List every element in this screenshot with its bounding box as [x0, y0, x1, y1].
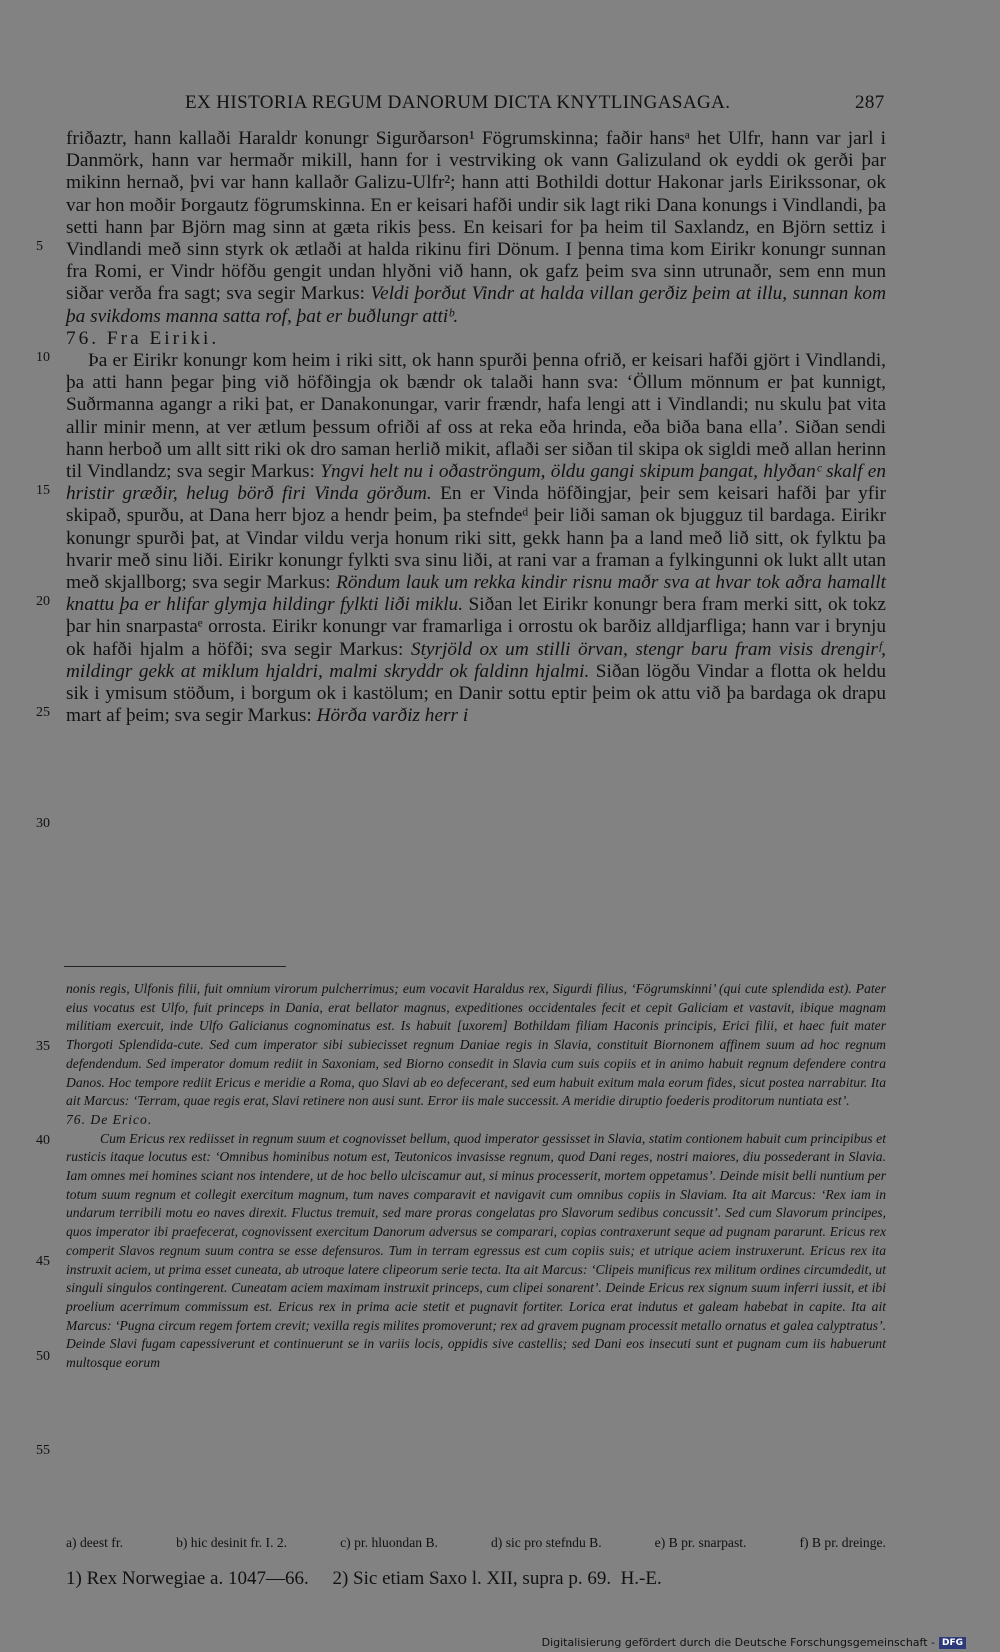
latin-paragraph: nonis regis, Ulfonis filii, fuit omnium virorum pulcherrimus; eum vocavit Haraldus rex, Sigurdi filius, ‘Fögrumskinni’ (qui cute splendida est). Pater eius vocatus est Ulfo, fuit princeps in Dania, erat bellator magnus, expeditiones occidentales fecit et cepit Galiciam et vastavit, ibique magnam militiam exercuit, inde Ulfo Galicianus cognominatus est. Is habuit [uxorem] Bothildam filiam Haconis principis, Erici filii, et haec fuit mater Thorgoti Splendida-cute. Sed cum imperator sibi subiecisset regnum Daniae regis in Slavia, constituit Biornonem affinem suum ad hoc regnum defendendum. Sed imperator domum rediit in Saxoniam, sed Biorno consedit in Slavia cum suis copiis et in animo habuit regnum defendere contra Danos. Hoc tempore rediit Ericus e meridie a Roma, quo Slavi ab eo defecerant, sed eum habuit exitum mala eorum fides, sicut postea narrabitur. Ita ait Marcus: ‘Terram, quae regis erat, Slavi retinere non ausi sunt. Error iis male successit. A meridie diruptio foederis proditorum nuntiata est’.: [66, 981, 886, 1109]
critical-apparatus: [66, 1535, 886, 1551]
line-number: 15: [36, 483, 50, 498]
apparatus-note: e) B pr. snarpast.: [654, 1535, 747, 1550]
line-number: 45: [36, 1254, 50, 1269]
dfg-logo: DFG: [939, 1637, 966, 1649]
footnote-divider: [64, 966, 286, 967]
verse: Veldi þorðut Vindr at halda villan gerðiz þeim at illu, sunnan kom þa svikdoms manna satta rof, þat er buðlungr attiᵇ.: [66, 283, 887, 327]
main-text: [66, 128, 886, 727]
line-number: 10: [36, 350, 50, 365]
latin-paragraph: Cum Ericus rex rediisset in regnum suum et cognovisset bellum, quod imperator gessisset in Slavia, statim contionem habuit cum principibus et rusticis itaque locutus est: ‘Omnibus hominibus notum est, Teutonicos invasisse regnum, quod Dani reges, nostri maiores, diu possederant in Slavia. Iam omnes mei homines sciant nos intendere, ut de hoc bello ulciscamur aut, si minus processerit, mortem oppetamus’. Deinde misit belli nuntium per totum suum regnum et collegit exercitum magnum, tum naves comparavit et navigavit cum omnibus copiis in Slaviam. Ita ait Marcus: ‘Rex iam in undarum terribili motu eo naves direxit. Fluctus tremuit, sed mare proras congelatas pro Slavorum sedibus concussit’. Sed cum Slavorum principes, quos imperator ibi praefecerat, cognovissent exercitum Danorum adversus se comparari, copias contraxerunt seque ad pugnam pararunt. Ericus rex comperit Slavos regnum suum contra se esse defensuros. Tum in terram egressus est cum copiis suis; et utrique aciem instruxerunt. Ericus rex ita instruxit aciem, ut prima esset cuneata, ab utroque latere clipeorum serie tecta. Ita ait Marcus: ‘Clipeis munificus rex militum ordines circumdedit, ut singuli singulos contingerent. Cuneatam aciem maximam instruxit princeps, cum clipei sonarent’. Deinde Ericus rex signum suum inferri iussit, et ibi proelium acerrimum commissum est. Ericus rex in prima acie stetit et pugnavit fortiter. Lorica erat indutus et galeam habebat in capite. Ita ait Marcus: ‘Pugna circum regem fortem crevit; vexilla regis milites promoverunt; rex ad gravem pugnam processit metallo ornatus et galea calyptratus’. Deinde Slavi fugam capessiverunt et continuerunt se in variis locis, oppidis sive castellis; sed Dani eos insecuti sunt et pugnam cum iis habuerunt multosque eorum: [66, 1130, 886, 1371]
running-header: [185, 92, 885, 114]
apparatus-note: a) deest fr.: [66, 1535, 123, 1550]
paragraph: friðaztr, hann kallaði Haraldr konungr Sigurðarson¹ Fögrumskinna; faðir hansᵃ het Ulfr, hann var jarl i Danmörk, hann var hermaðr mikill, hann for i vestrviking ok vann Galizuland ok eyddi ok gerði þar mikinn hernað, þvi var hann kallaðr Galizu-Ulfr²; hann atti Bothildi dottur Hakonar jarls Eirikssonar, ok var hon moðir Þorgautz fögrumskinna. En er keisari hafði undir sik lagt riki Dana konungs i Vindlandi, þa setti hann þar Björn mag sinn at gæta rikis þess. En keisari for þa heim til Saxlandz, en Björn settiz i Vindlandi með sinn styrk ok ætlaði at halda rikinu firi Dönum. I þenna tima kom Eirikr konungr sunnan fra Romi, er Vindr höfðu gengit undan hlyðni við hann, ok gafz þeim sva sinn utrunaðr, sem enn mun siðar verða fra sagt; sva segir Markus: Veldi þorðut Vindr at halda villan gerðiz þeim at illu, sunnan kom þa svikdoms manna satta rof, þat er buðlungr attiᵇ.: [66, 128, 887, 327]
page-number: 287: [855, 92, 885, 113]
verse: Yngvi helt nu i oðaströngum, öldu gangi skipum þangat, hlyðanᶜ skalf en hristir græðir, helug börð firi Vinda görðum.: [66, 461, 886, 505]
running-title: EX HISTORIA REGUM DANORUM DICTA KNYTLINGASAGA.: [185, 92, 731, 113]
line-number: 30: [36, 816, 50, 831]
apparatus-note: b) hic desinit fr. I. 2.: [176, 1535, 288, 1550]
line-number: 5: [36, 239, 43, 254]
line-number: 40: [36, 1133, 50, 1148]
apparatus-note: f) B pr. dreinge.: [799, 1535, 886, 1550]
apparatus-note: d) sic pro stefndu B.: [490, 1535, 602, 1550]
line-number: 55: [36, 1443, 50, 1458]
footnote-references: 1) Rex Norwegiae a. 1047—66. 2) Sic etiam Saxo l. XII, supra p. 69. H.-E.: [66, 1568, 662, 1589]
paragraph: Þa er Eirikr konungr kom heim i riki sitt, ok hann spurði þenna ofrið, er keisari hafði gjört i Vindlandi, þa atti hann þegar þing við höfðingja ok bændr ok talaði hann sva: ‘Öllum mönnum er þat kunnigt, Suðrmanna agangr a riki þat, er Danakonungar, varir frændr, hafa lengi att i Vindlandi; nu skulu þat vita allir minir menn, at ver ætlum þessum ofriði af oss at reka eða hrinda, eða biða bana ella’. Siðan sendi hann herboð um allt sitt riki ok dro saman herlið mikit, aflaði ser siðan til skipa ok sigldi með allan herinn til Vindlandz; sva segir Markus: Yngvi helt nu i oðaströngum, öldu gangi skipum þangat, hlyðanᶜ skalf en hristir græðir, helug börð firi Vinda görðum. En er Vinda höfðingjar, þeir sem keisari hafði þar yfir skipað, spurðu, at Dana herr bjoz a hendr þeim, þa stefndeᵈ þeir liði saman ok bjugguz til bardaga. Eirikr konungr spurði þat, at Vindar vildu verja honum riki sitt, gekk hann þa a land með lið sitt, ok fylktu þa hvarir með sinu liði. Eirikr konungr fylkti sva sinu liði, at rani var a framan a fylkingunni ok lukt allt utan með skjallborg; sva segir Markus: Röndum lauk um rekka kindir risnu maðr sva at hvar tok aðra hamallt knattu þa er hlifar glymja hildingr fylkti liði miklu. Siðan let Eirikr konungr bera fram merki sitt, ok tokz þar hin snarpastaᵉ orrosta. Eirikr konungr var framarliga i orrostu ok barðiz alldjarfliga; hann var i brynju ok hafði hjalm a höfði; sva segir Markus: Styrjöld ox um stilli örvan, stengr baru fram visis drengirᶠ, mildingr gekk at miklum hjaldri, malmi skryddr ok faldinn hjalmi. Siðan lögðu Vindar a flotta ok heldu sik i ymisum stöðum, i borgum ok i kastölum; en Danir sottu eptir þeim ok attu við þa bardaga ok drapu mart af þeim; sva segir Markus: Hörða varðiz herr i: [66, 350, 886, 727]
chapter-title: 76. Fra Eiriki.: [66, 327, 220, 349]
line-number: 35: [36, 1039, 50, 1054]
latin-chapter-title: 76. De Erico.: [66, 1111, 153, 1127]
credit-text: Digitalisierung gefördert durch die Deutsche Forschungsgemeinschaft -: [541, 1636, 935, 1649]
line-number: 25: [36, 705, 50, 720]
line-number: 20: [36, 594, 50, 609]
apparatus-note: c) pr. hluondan B.: [340, 1535, 438, 1550]
latin-translation: [66, 980, 886, 1373]
digitization-credit: [542, 1636, 966, 1649]
verse: Styrjöld ox um stilli örvan, stengr baru fram visis drengirᶠ, mildingr gekk at miklum hjaldri, malmi skryddr ok faldinn hjalmi.: [66, 638, 886, 682]
verse: Hörða varðiz herr i: [316, 705, 469, 727]
line-number: 50: [36, 1349, 50, 1364]
verse: Röndum lauk um rekka kindir risnu maðr sva at hvar tok aðra hamallt knattu þa er hlifar glymja hildingr fylkti liði miklu.: [66, 572, 886, 616]
